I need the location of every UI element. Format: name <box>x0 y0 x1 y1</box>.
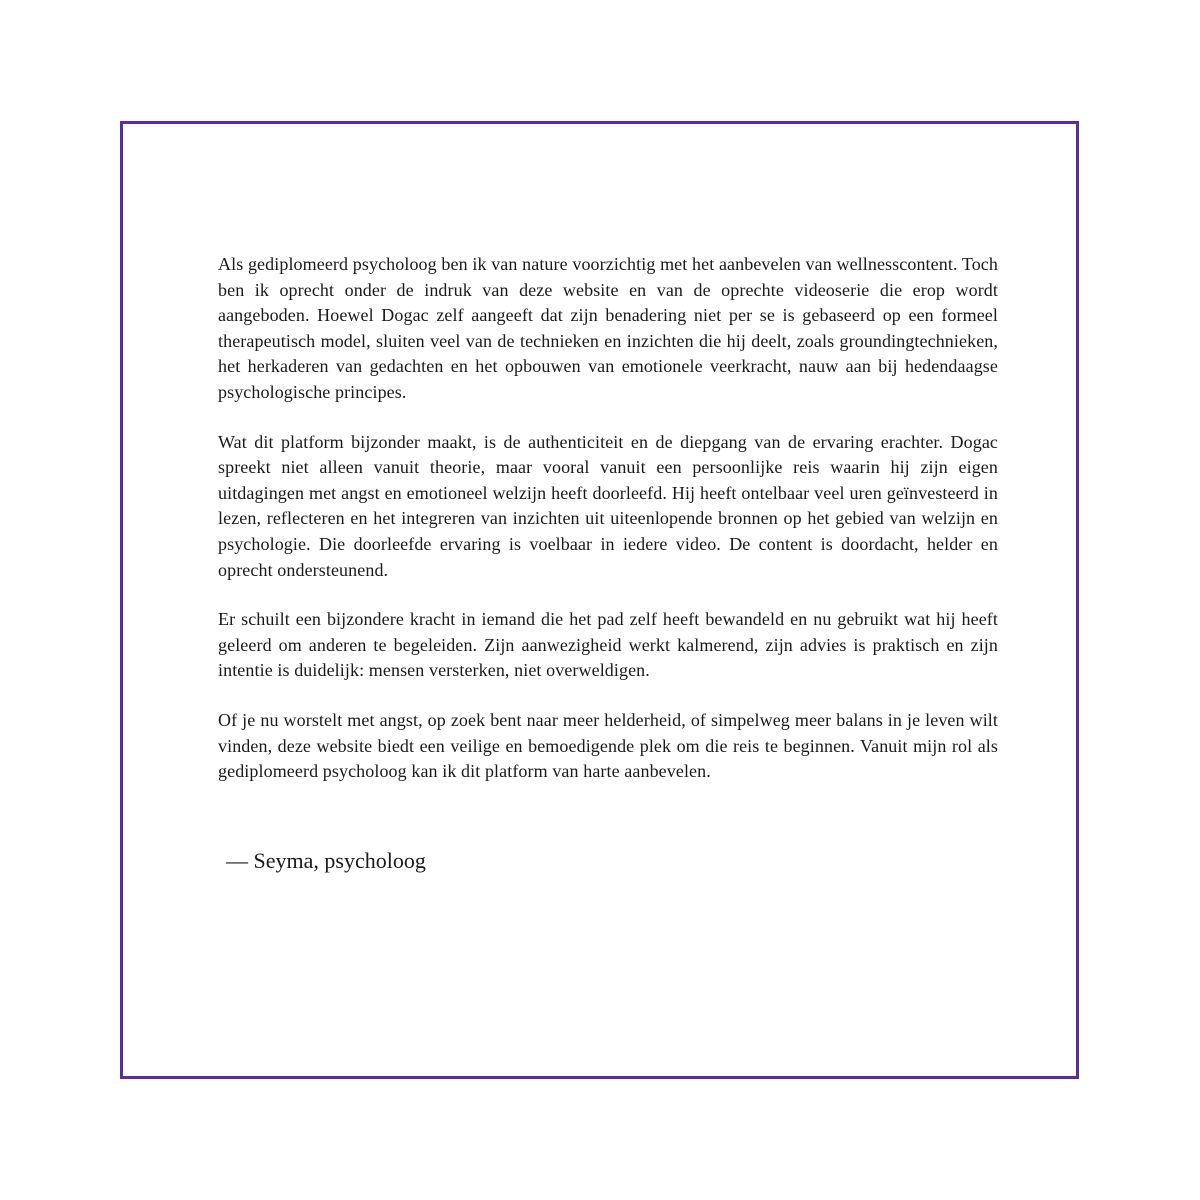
testimonial-content <box>218 252 998 875</box>
testimonial-paragraph: Er schuilt een bijzondere kracht in iemand die het pad zelf heeft bewandeld en nu gebruikt wat hij heeft geleerd om anderen te begeleiden. Zijn aanwezigheid werkt kalmerend, zijn advies is praktisch en zijn intentie is duidelijk: mensen versterken, niet overweldigen. <box>218 609 998 681</box>
testimonial-paragraph: Of je nu worstelt met angst, op zoek bent naar meer helderheid, of simpelweg meer balans in je leven wilt vinden, deze website biedt een veilige en bemoedigende plek om die reis te beginnen. Vanuit mijn rol als gediplomeerd psycholoog kan ik dit platform van harte aanbevelen. <box>218 709 998 782</box>
testimonial-attribution: — Seyma, psycholoog <box>226 847 426 873</box>
testimonial-paragraph: Wat dit platform bijzonder maakt, is de authenticiteit en de diepgang van de ervaring erachter. Dogac spreekt niet alleen vanuit theorie, maar vooral vanuit een persoonlijke reis waarin hij zijn eigen uitdagingen met angst en emotioneel welzijn heeft doorleefd. Hij heeft ontelbaar veel uren geïnvesteerd in lezen, reflecteren en het integreren van inzichten uit uiteenlopende bronnen op het gebied van welzijn en psychologie. Die doorleefde ervaring is voelbaar in iedere video. De content is doordacht, helder en oprecht ondersteunend. <box>218 431 998 580</box>
testimonial-frame <box>120 121 1079 1079</box>
testimonial-paragraph: Als gediplomeerd psycholoog ben ik van nature voorzichtig met het aanbevelen van wellnesscontent. Toch ben ik oprecht onder de indruk van deze website en van de oprechte videoserie die erop wordt aangeboden. Hoewel Dogac zelf aangeeft dat zijn benadering niet per se is gebaseerd op een formeel therapeutisch model, sluiten veel van de technieken en inzichten die hij deelt, zoals groundingtechnieken, het herkaderen van gedachten en het opbouwen van emotionele veerkracht, nauw aan bij hedendaagse psychologische principes. <box>218 254 998 402</box>
